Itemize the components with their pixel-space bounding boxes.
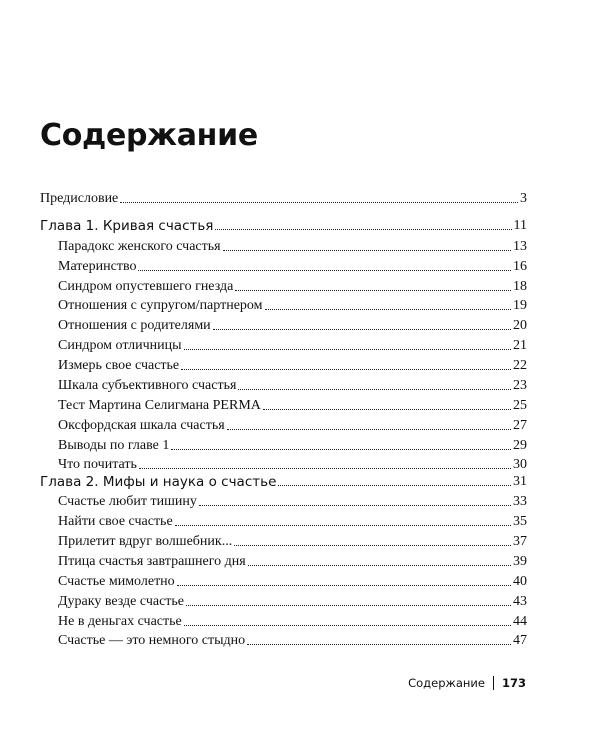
dot-leader [181,368,511,370]
toc-entry-label: Прилетит вдруг волшебник... [58,534,233,549]
toc-entry-label: Синдром опустевшего гнезда [58,279,234,294]
dot-leader [247,643,511,645]
toc-entry-page: 35 [513,514,527,529]
toc-entry-page: 21 [513,338,527,353]
toc-entry-label: Измерь свое счастье [58,358,180,373]
dot-leader [139,467,511,469]
toc-entry-page: 27 [513,418,527,433]
dot-leader [278,484,511,486]
toc-entry[interactable] [40,255,527,275]
footer-section-title: Содержание [408,676,485,690]
toc-entry-page: 29 [513,438,527,453]
toc-entry[interactable] [40,490,527,510]
toc-entry-page: 39 [513,554,527,569]
toc-entry-page: 43 [513,594,527,609]
toc-entry-label: Отношения с супругом/партнером [58,298,263,313]
dot-leader [184,348,511,350]
toc-entry[interactable] [40,334,527,354]
toc-entry-label: Счастье любит тишину [58,494,197,509]
toc-entry-label: Найти свое счастье [58,514,173,529]
dot-leader [186,604,511,606]
toc-entry-page: 25 [513,398,527,413]
toc-entry-page: 44 [513,614,527,629]
toc-entry[interactable] [40,394,527,414]
toc-entry-page: 3 [520,191,527,206]
page-footer [408,676,526,690]
toc-entry[interactable] [40,314,527,334]
toc-entry-page: 16 [513,259,527,274]
dot-leader [175,524,511,526]
dot-leader [234,544,511,546]
toc-entry[interactable] [40,275,527,295]
toc-entry[interactable] [40,629,527,649]
toc-entry-page: 37 [513,534,527,549]
dot-leader [263,408,511,410]
toc-entry-page: 11 [513,218,527,233]
toc-entry[interactable] [40,354,527,374]
dot-leader [184,624,511,626]
dot-leader [177,584,511,586]
dot-leader [213,328,511,330]
dot-leader [223,249,511,251]
dot-leader [235,289,511,291]
toc-entry-page: 47 [513,633,527,648]
toc-entry-label: Птица счастья завтрашнего дня [58,554,246,569]
toc-entry-page: 31 [513,474,527,489]
toc-entry[interactable] [40,570,527,590]
toc-entry-label: Глава 1. Кривая счастья [40,218,214,234]
toc-entry[interactable] [40,510,527,530]
toc-entry[interactable] [40,414,527,434]
toc-entry-label: Синдром отличницы [58,338,182,353]
toc-entry-label: Что почитать [58,457,137,472]
toc-entry-label: Счастье мимолетно [58,574,175,589]
toc-entry-label: Отношения с родителями [58,318,211,333]
toc-entry-page: 22 [513,358,527,373]
toc-entry-page: 23 [513,378,527,393]
toc-entry-page: 18 [513,279,527,294]
toc-entry[interactable] [40,590,527,610]
toc-entry-page: 40 [513,574,527,589]
toc-entry-label: Глава 2. Мифы и наука о счастье [40,474,277,490]
toc-entry[interactable] [40,530,527,550]
dot-leader [171,448,511,450]
page-title: Содержание [40,118,258,153]
toc-entry-page: 19 [513,298,527,313]
toc-entry-label: Шкала субъективного счастья [58,378,237,393]
toc-entry-label: Оксфордская шкала счастья [58,418,225,433]
toc-entry-page: 13 [513,239,527,254]
footer-divider [493,676,494,690]
toc-entry[interactable] [40,235,527,255]
toc-entry-page: 33 [513,494,527,509]
toc-entry[interactable] [40,294,527,314]
toc-entry[interactable] [40,434,527,454]
toc-entry-label: Тест Мартина Селигмана PERMA [58,398,261,413]
dot-leader [215,228,511,230]
dot-leader [265,308,511,310]
toc-entry[interactable] [40,550,527,570]
dot-leader [227,428,511,430]
toc-entry-label: Не в деньгах счастье [58,614,182,629]
toc-entry-label: Дураку везде счастье [58,594,185,609]
toc-entry-label: Выводы по главе 1 [58,438,170,453]
toc-entry-label: Предисловие [40,191,119,206]
toc-entry-label: Материнство [58,259,137,274]
dot-leader [120,201,518,203]
toc-entry-chapter-2[interactable] [40,470,527,490]
dot-leader [138,269,511,271]
toc-entry-page: 30 [513,457,527,472]
toc-entry-label: Парадокс женского счастья [58,239,221,254]
toc-entry-page: 20 [513,318,527,333]
dot-leader [199,504,511,506]
dot-leader [248,564,511,566]
footer-page-number: 173 [501,676,526,690]
toc-entry[interactable] [40,610,527,630]
toc-entry[interactable] [40,374,527,394]
toc-entry-chapter-1[interactable] [40,214,527,234]
dot-leader [238,388,511,390]
toc-entry-label: Счастье — это немного стыдно [58,633,246,648]
toc-entry-preface[interactable] [40,187,527,207]
